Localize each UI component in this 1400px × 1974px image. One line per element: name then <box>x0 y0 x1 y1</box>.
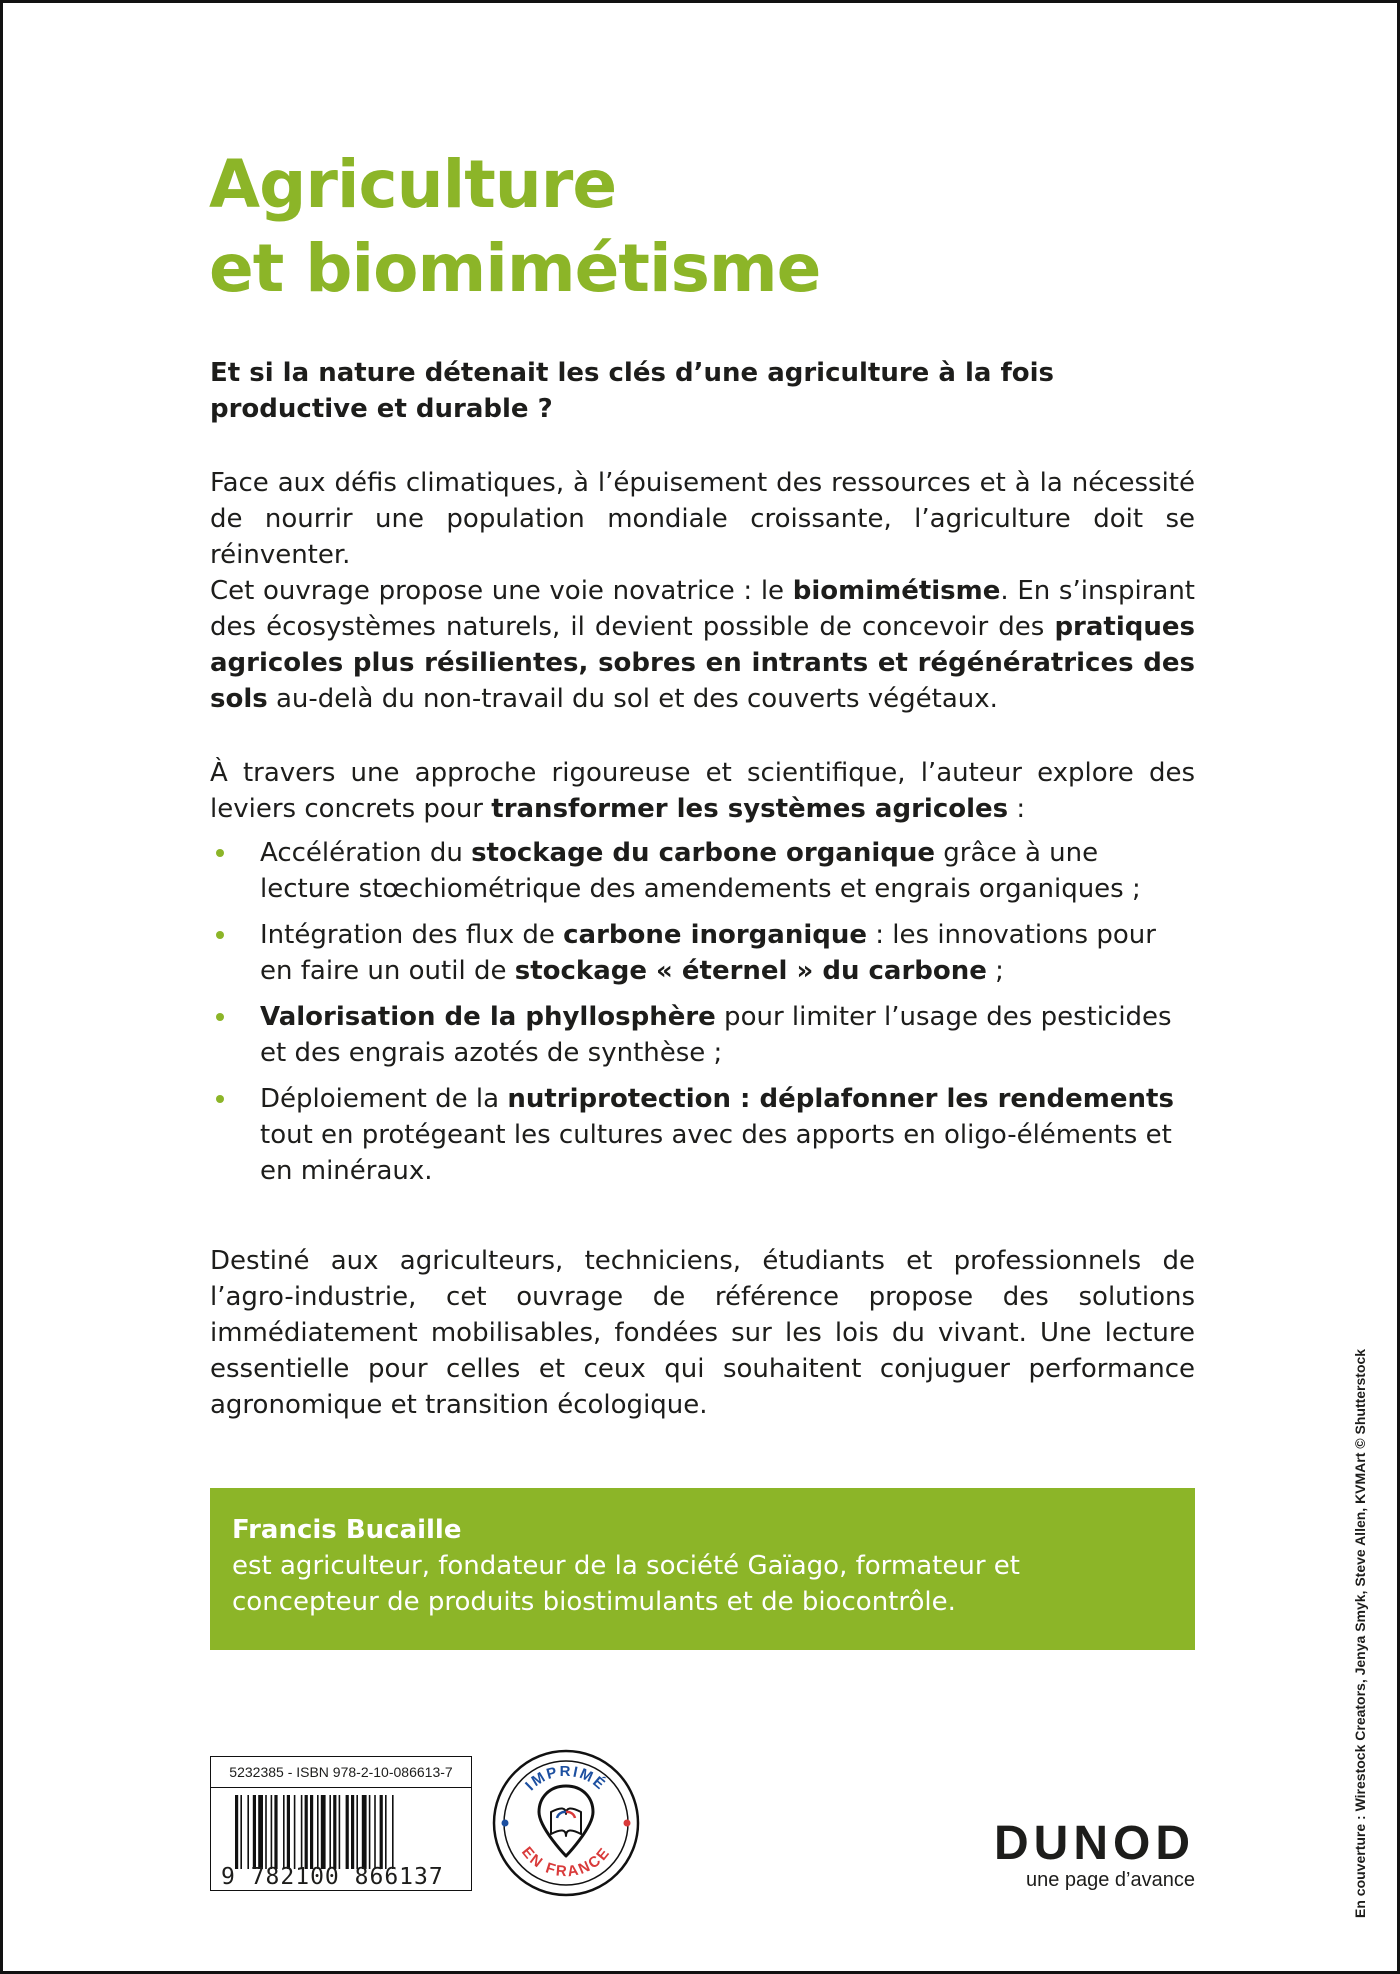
imprime-en-france-badge <box>491 1748 641 1898</box>
list-item <box>210 917 1195 989</box>
bullet-text: tout en protégeant les cultures avec des apports en oligo-éléments et en minéraux. <box>260 1120 1172 1186</box>
intro-p2-text: au-delà du non-travail du sol et des couverts végétaux. <box>267 684 998 714</box>
badge-top-path: IMPRIMÉ <box>522 1763 610 1795</box>
list-item <box>210 1081 1195 1189</box>
intro-paragraph <box>210 465 1195 717</box>
approach-text: À travers une approche rigoureuse et scientifique, l’auteur explore des leviers concrets pour <box>210 758 1195 824</box>
intro-p2-bold: pratiques agricoles plus résilientes, sobres en intrants et régénératrices des sols <box>210 612 1195 714</box>
list-item <box>210 835 1195 907</box>
badge-blue-dot <box>502 1820 509 1827</box>
intro-p2-text: Cet ouvrage propose une voie novatrice : le <box>210 576 793 606</box>
badge-bottom-path: EN FRANCE <box>518 1843 614 1881</box>
publisher-tagline: une page d’avance <box>1025 1869 1195 1891</box>
barcode-digits: 9 782100 866137 <box>221 1864 444 1890</box>
lead-question: Et si la nature détenait les clés d’une agriculture à la fois productive et durable ? <box>210 358 1055 424</box>
bullet-text: grâce à une lecture stœchiométrique des amendements et engrais organiques ; <box>260 838 1141 904</box>
isbn-label: 5232385 - ISBN 978-2-10-086613-7 <box>211 1757 471 1788</box>
book-title <box>209 143 820 311</box>
bullet-dot-icon <box>216 849 224 857</box>
intro-p2-text: . En s’inspirant des écosystèmes naturels, il devient possible de concevoir des <box>210 576 1196 642</box>
bullet-dot-icon <box>216 1095 224 1103</box>
bullet-text: : les innovations pour en faire un outil de <box>260 920 1156 986</box>
publisher-logo <box>989 1819 1195 1891</box>
barcode-icon <box>235 1795 457 1869</box>
author-bio: est agriculteur, fondateur de la société Gaïago, formateur et concepteur de produits biostimulants et de biocontrôle. <box>232 1551 1020 1617</box>
author-name: Francis Bucaille <box>232 1515 462 1545</box>
author-box <box>210 1488 1195 1650</box>
publisher-name: DUNOD <box>994 1817 1195 1870</box>
bullet-bold: nutriprotection : déplafonner les rendements <box>507 1084 1174 1114</box>
title-line-2: et biomimétisme <box>209 230 821 307</box>
bullet-dot-icon <box>216 1013 224 1021</box>
bullet-bold: carbone inorganique <box>563 920 868 950</box>
title-line-1: Agriculture <box>209 146 617 223</box>
badge-red-dot <box>624 1820 631 1827</box>
bullet-text: pour limiter l’usage des pesticides et des engrais azotés de synthèse ; <box>260 1002 1172 1068</box>
bullet-bold: Valorisation de la phyllosphère <box>260 1002 716 1032</box>
isbn-barcode-box <box>210 1756 472 1891</box>
approach-text: : <box>1008 794 1026 824</box>
bullet-bold: stockage « éternel » du carbone <box>514 956 987 986</box>
list-item <box>210 999 1195 1071</box>
approach-paragraph <box>210 755 1195 827</box>
bullet-text: ; <box>986 956 1004 986</box>
bullet-list <box>210 835 1195 1199</box>
bullet-text: Accélération du <box>260 838 472 868</box>
audience-paragraph: Destiné aux agriculteurs, techniciens, étudiants et professionnels de l’agro-industrie, cet ouvrage de référence propose des solutions immédiatement mobilisables, fondées sur les lois du vivant. Une lecture essentielle pour celles et ceux qui souhaitent conjuguer performance agronomique et transition écologique. <box>210 1246 1195 1420</box>
intro-p1: Face aux défis climatiques, à l’épuisement des ressources et à la nécessité de nourrir une population mondiale croissante, l’agriculture doit se réinventer. <box>210 468 1195 570</box>
intro-p2-bold: biomimétisme <box>792 576 1001 606</box>
photo-credits: En couverture : Wirestock Creators, Jenya Smyk, Steve Allen, KVMArt © Shutterstock <box>1352 1348 1368 1918</box>
bullet-bold: stockage du carbone organique <box>471 838 936 868</box>
bullet-text: Intégration des flux de <box>260 920 564 950</box>
bullet-text: Déploiement de la <box>260 1084 508 1114</box>
bullet-dot-icon <box>216 931 224 939</box>
approach-bold: transformer les systèmes agricoles <box>491 794 1009 824</box>
